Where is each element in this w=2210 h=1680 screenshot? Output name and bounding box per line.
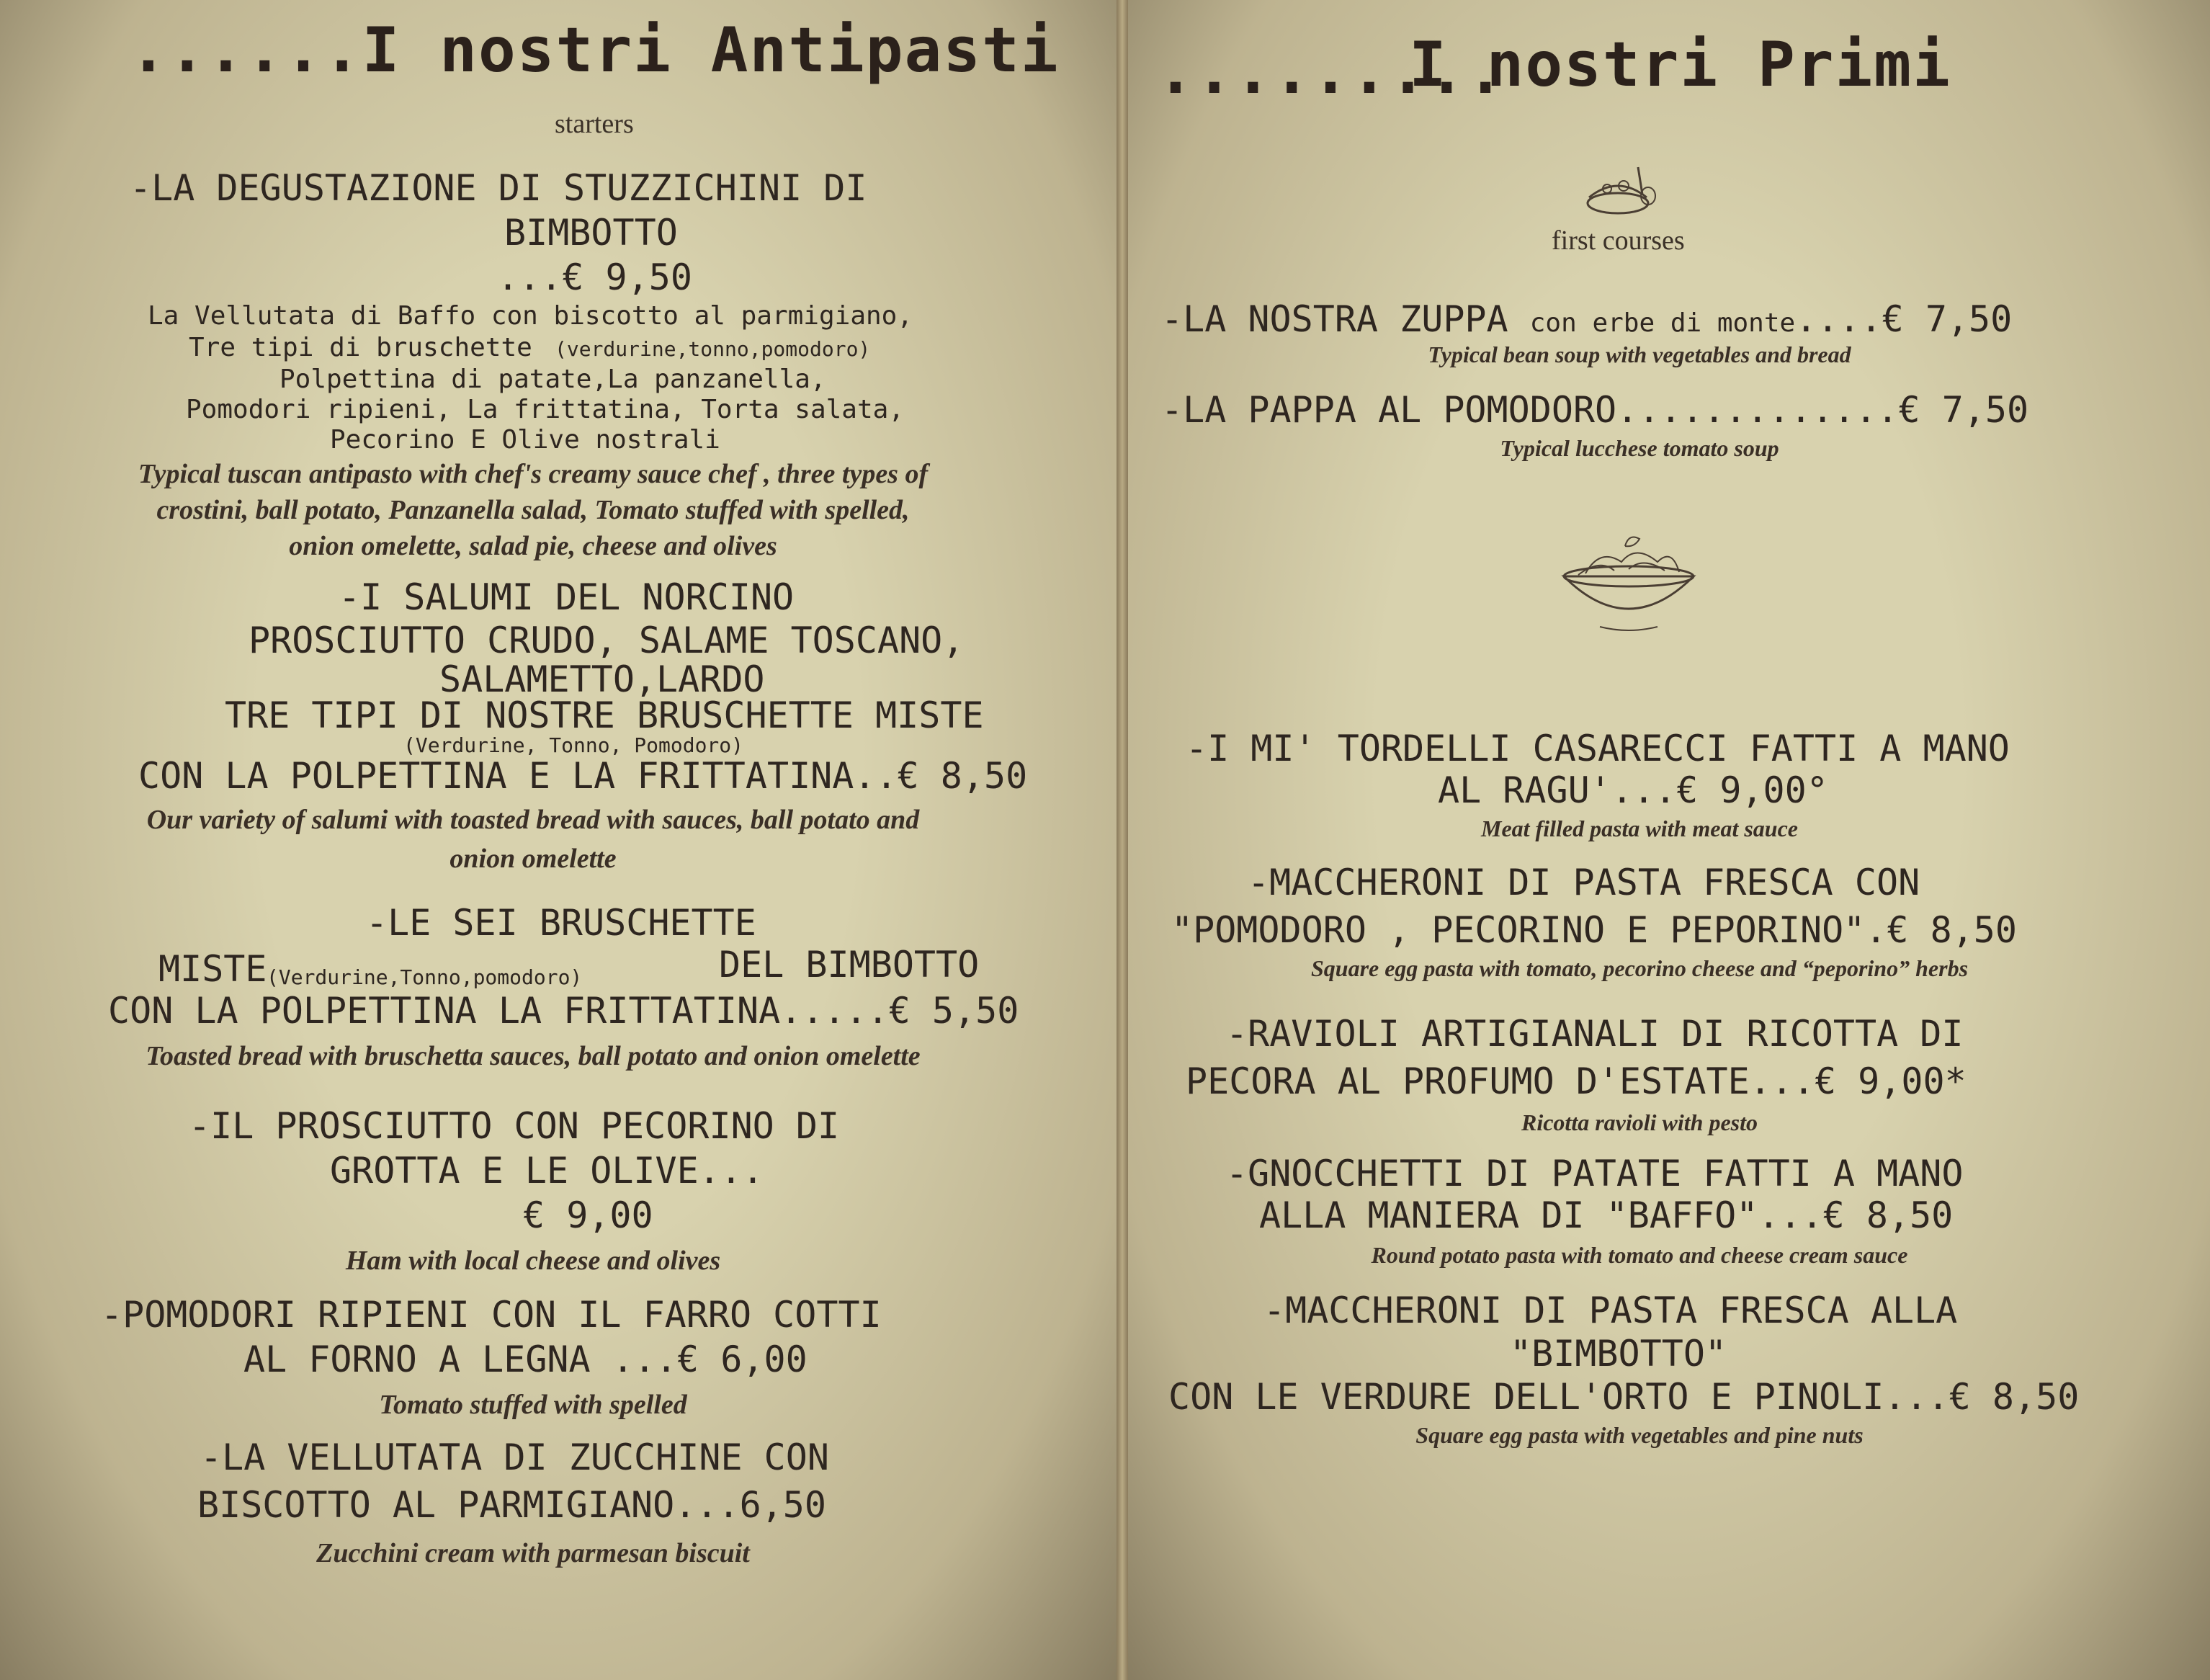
item-description: Toasted bread with bruschetta sauces, ball potato and onion omelette <box>146 1041 921 1071</box>
item-description: Our variety of salumi with toasted bread with sauces, ball potato and <box>146 805 920 835</box>
item-title: -I SALUMI DEL NORCINO <box>339 576 795 618</box>
page-fold <box>1117 0 1128 1680</box>
item-extra: con erbe di monte <box>1529 308 1796 338</box>
item-title-price: CON LA POLPETTINA E LA FRITTATINA..€ 8,50 <box>138 755 1028 797</box>
item-title-price: ALLA MANIERA DI "BAFFO"...€ 8,50 <box>1259 1194 1954 1236</box>
antipasti-subheading: starters <box>555 109 634 139</box>
pasta-bowl-icon <box>1557 526 1701 641</box>
item-title: -POMODORI RIPIENI CON IL FARRO COTTI <box>101 1294 882 1336</box>
item-description: Ricotta ravioli with pesto <box>1521 1109 1758 1135</box>
item-title: -MACCHERONI DI PASTA FRESCA CON <box>1248 862 1920 903</box>
item-description: Typical tuscan antipasto with chef's creamy sauce chef , three types of <box>138 459 929 489</box>
item-description: Ham with local cheese and olives <box>345 1246 721 1276</box>
item-title: -LE SEI BRUSCHETTE <box>366 902 756 944</box>
item-detail: (verdurine,tonno,pomodoro) <box>555 337 871 361</box>
item-title-price: -LA PAPPA AL POMODORO.............€ 7,50 <box>1161 389 2029 431</box>
item-detail: Tre tipi di bruschette <box>189 333 532 362</box>
antipasti-heading: ......I nostri Antipasti <box>130 14 1060 86</box>
item-title: -IL PROSCIUTTO CON PECORINO DI <box>189 1105 840 1147</box>
item-title: -I MI' TORDELLI CASARECCI FATTI A MANO <box>1186 728 2010 769</box>
item-title-price: CON LE VERDURE DELL'ORTO E PINOLI...€ 8,50 <box>1168 1376 2080 1418</box>
item-title-price: "POMODORO , PECORINO E PEPORINO".€ 8,50 <box>1171 909 2017 951</box>
item-description: Round potato pasta with tomato and cheese cream sauce <box>1371 1242 1908 1268</box>
item-title-price: BISCOTTO AL PARMIGIANO...6,50 <box>197 1484 826 1526</box>
item-title: -LA VELLUTATA DI ZUCCHINE CON <box>200 1437 829 1478</box>
item-title-price: PECORA AL PROFUMO D'ESTATE...€ 9,00* <box>1186 1060 1967 1102</box>
item-detail: Pecorino E Olive nostrali <box>330 425 720 455</box>
item-description: onion omelette, salad pie, cheese and olives <box>289 531 777 561</box>
item-price: € 9,00 <box>523 1194 653 1236</box>
item-title: DEL BIMBOTTO <box>719 944 980 986</box>
item-title <box>1161 298 2012 340</box>
item-description: Typical lucchese tomato soup <box>1500 435 1779 461</box>
item-title: GROTTA E LE OLIVE... <box>330 1150 764 1192</box>
item-title: -MACCHERONI DI PASTA FRESCA ALLA <box>1263 1290 1958 1331</box>
primi-heading-dots: ......... <box>1157 36 1506 108</box>
item-title: BIMBOTTO <box>504 212 678 254</box>
item-description: onion omelette <box>449 844 617 874</box>
item-description: Tomato stuffed with spelled <box>379 1390 687 1420</box>
item-title-price: CON LA POLPETTINA LA FRITTATINA.....€ 5,50 <box>108 990 1019 1032</box>
item-detail: Polpettina di patate,La panzanella, <box>279 365 826 394</box>
item-name: -LA NOSTRA ZUPPA <box>1161 298 1508 340</box>
item-description: crostini, ball potato, Panzanella salad, Tomato stuffed with spelled, <box>156 495 910 525</box>
item-detail: Pomodori ripieni, La frittatina, Torta salata, <box>186 395 904 424</box>
item-title: MISTE <box>158 948 267 990</box>
menu-page-primi <box>1128 0 2210 1680</box>
item-title: TRE TIPI DI NOSTRE BRUSCHETTE MISTE <box>225 694 984 736</box>
item-price: ...€ 9,50 <box>497 256 692 298</box>
item-title: SALAMETTO,LARDO <box>439 658 765 700</box>
item-detail: La Vellutata di Baffo con biscotto al parmigiano, <box>148 301 913 331</box>
item-price: ....€ 7,50 <box>1795 298 2013 340</box>
item-detail: (Verdurine,Tonno,pomodoro) <box>267 965 583 989</box>
primi-heading: I nostri Primi <box>1409 29 1951 101</box>
item-detail: (Verdurine, Tonno, Pomodoro) <box>403 733 744 757</box>
item-title: -LA DEGUSTAZIONE DI STUZZICHINI DI <box>130 167 867 209</box>
soup-dish-icon <box>1582 160 1661 225</box>
item-description: Typical bean soup with vegetables and bread <box>1428 341 1851 367</box>
item-description: Square egg pasta with tomato, pecorino cheese and “peporino” herbs <box>1310 955 1969 981</box>
primi-subheading: first courses <box>1552 225 1685 256</box>
item-description: Meat filled pasta with meat sauce <box>1481 816 1798 841</box>
item-title: "BIMBOTTO" <box>1510 1333 1727 1375</box>
item-title: PROSCIUTTO CRUDO, SALAME TOSCANO, <box>249 620 965 661</box>
item-description: Square egg pasta with vegetables and pine nuts <box>1415 1422 1864 1448</box>
item-title-price: AL FORNO A LEGNA ...€ 6,00 <box>243 1339 808 1380</box>
item-title-price: AL RAGU'...€ 9,00° <box>1438 769 1828 811</box>
item-title: -RAVIOLI ARTIGIANALI DI RICOTTA DI <box>1226 1013 1964 1055</box>
item-description: Zucchini cream with parmesan biscuit <box>316 1538 750 1568</box>
item-title: -GNOCCHETTI DI PATATE FATTI A MANO <box>1226 1153 1964 1194</box>
